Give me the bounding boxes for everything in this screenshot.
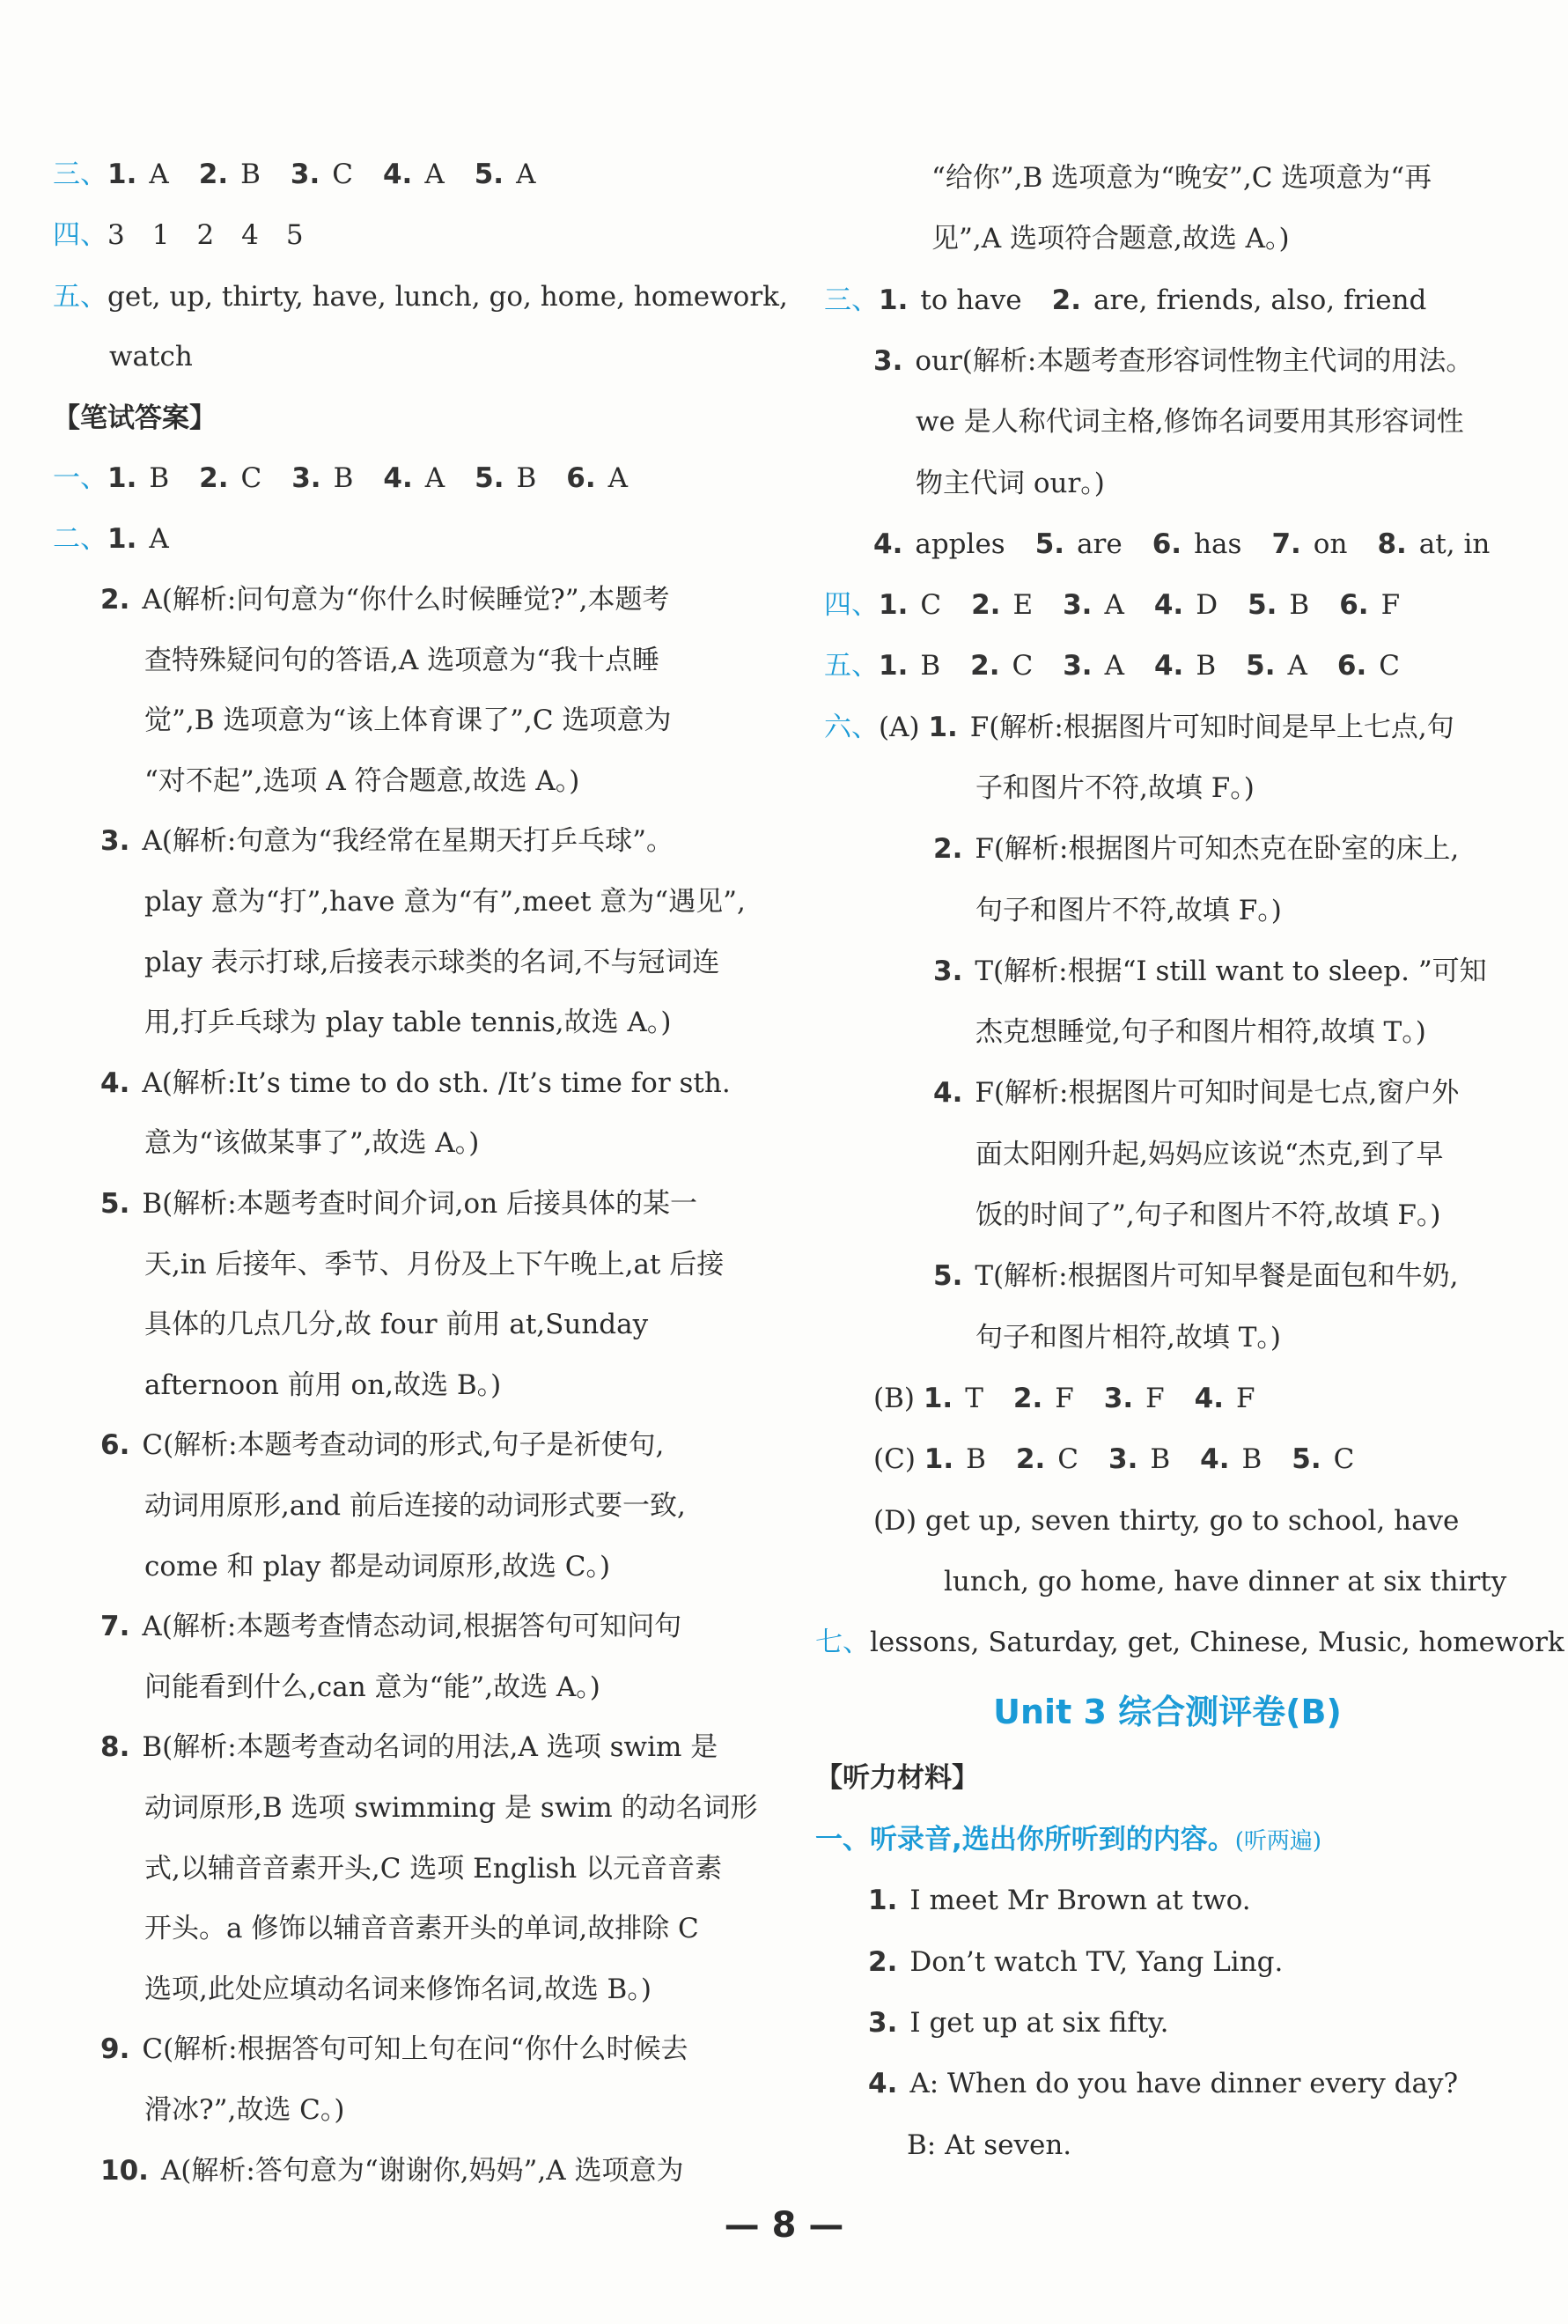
explanation-text: 天,in 后接年、季节、月份及上下午晚上,at 后接 [144,1249,725,1280]
answer-number: 4. [1153,589,1184,621]
section-san [53,155,565,194]
section-wu [53,277,788,316]
answer-value: has [1194,528,1242,560]
explanation-text: 句子和图片相符,故填 T。) [975,1322,1281,1354]
explanation-text: 动词用原形,and 前后连接的动词形式要一致, [144,1490,686,1522]
listening-text: Don’t watch TV, Yang Ling. [909,1946,1284,1978]
explanation-text: play 表示打球,后接表示球类的名词,不与冠词连 [144,947,720,978]
answer-number: 1. [107,523,137,555]
section-yi [53,459,658,498]
answer-value: D [1196,589,1218,621]
answer-value: C [240,462,262,494]
explanation-line [144,2091,345,2129]
answers-4-8 [873,525,1520,564]
explanation-line [144,1003,671,1042]
item-number: 10. [100,2155,149,2187]
answer-number: 1. [923,1383,953,1414]
item-number: 2. [933,833,963,865]
unit-title: Unit 3 综合测评卷(B) [993,1693,1342,1731]
page-number: — 8 — [724,2205,844,2246]
explanation-line [100,1184,697,1223]
explanation-text: 意为“该做某事了”,故选 A。) [144,1127,480,1159]
answer-value: A [149,523,169,555]
answer-value: apples [915,528,1005,560]
answer-words: lunch, go home, have dinner at six thirty [944,1566,1507,1597]
section-si-right [824,586,1430,624]
section-qi [815,1623,1564,1662]
explanation-line [933,830,1459,868]
item-number: 2. [100,584,130,616]
answer-number: 6. [566,462,596,494]
item-number: 3. [100,825,130,857]
answer-number: 1. [107,159,137,190]
explanation-line [975,891,1282,930]
explanation-line [144,762,579,800]
explanation-text: B(解析:本题考查时间介词,on 后接具体的某一 [142,1188,698,1220]
explanation-text: 滑冰?”,故选 C。) [144,2094,345,2126]
answer-number: 6. [1336,650,1367,682]
sub-d [873,1501,1459,1540]
explanation-line [144,882,746,921]
explanation-text: 面太阳刚升起,妈妈应该说“杰克,到了早 [975,1139,1444,1170]
answer-value: A [1287,650,1307,682]
sub-b [873,1379,1285,1418]
answer-value: C [1057,1443,1078,1475]
listening-item [868,1943,1283,1981]
answer-words: get, up, thirty, have, lunch, go, home, homework, [107,281,788,313]
section-wu-cont [109,337,193,376]
answer-number: 1. [879,589,909,621]
sub-label: (A) [879,712,929,743]
explanation-text: T(解析:根据图片可知早餐是面包和牛奶, [975,1260,1459,1292]
answer-value: C [1333,1443,1355,1475]
explanation-text: 杰克想睡觉,句子和图片相符,故填 T。) [975,1016,1426,1048]
answer-value: B [149,462,170,494]
item-number: 4. [100,1067,130,1099]
explanation-line [100,1064,731,1103]
answer-number: 4. [1153,650,1184,682]
listening-heading [815,1759,979,1797]
explanation-line [933,1257,1458,1295]
answer-number: 4. [1194,1383,1224,1414]
answer-number: 2. [199,462,229,494]
explanation-text: 动词原形,B 选项 swimming 是 swim 的动名词形 [144,1792,758,1824]
explanation-line [144,1305,648,1344]
explanation-text: F(解析:根据图片可知杰克在卧室的床上, [975,833,1460,865]
section-label: 四、 [824,589,879,621]
explanation-line [144,1849,722,1888]
item-number: 6. [100,1429,130,1461]
section-label: 七、 [815,1627,870,1658]
answer-value: B [920,650,941,682]
item-number: 5. [933,1260,963,1292]
answer-number: 2. [1051,284,1081,316]
explanation-text: C(解析:根据答句可知上句在问“你什么时候去 [142,2033,688,2065]
listening-item-b [907,2126,1071,2165]
answer-value: B [966,1443,986,1475]
explanation-text: 选项,此处应填动名词来修饰名词,故选 B。) [144,1974,651,2005]
answer-number: 2. [1015,1443,1046,1475]
explanation-text: 物主代词 our。) [916,468,1105,499]
section-er [53,520,169,558]
section-label: 三、 [824,284,879,316]
explanation-line [975,1135,1444,1174]
section-liu [824,708,1454,747]
written-heading [53,399,217,438]
explanation-line [933,952,1487,991]
answer-number: 2. [971,589,1001,621]
answer-value: at, in [1418,528,1491,560]
answer-number: 3. [1103,1383,1134,1414]
answer-number: 5. [1034,528,1065,560]
answer-number: 1. [879,650,909,682]
answer-value: A [424,462,445,494]
answer-number: 6. [1152,528,1182,560]
explanation-line [873,342,1473,380]
explanation-line [975,1196,1441,1235]
answer-number: 1. [924,1443,954,1475]
answer-value: C [1012,650,1034,682]
sub-label: (B) [873,1383,924,1414]
answer-value: on [1313,528,1348,560]
explanation-text: afternoon 前用 on,故选 B。) [144,1369,502,1401]
item-number: 4. [868,2068,898,2099]
item-number: 3. [868,2007,898,2039]
answer-number: 4. [1200,1443,1230,1475]
answer-value: B [240,159,261,190]
answer-value: F [1380,589,1401,621]
listening-text: B: At seven. [907,2129,1072,2161]
section-si [53,216,304,255]
answer-value: B [1150,1443,1171,1475]
explanation-line [100,580,669,619]
answer-value: C [1379,650,1400,682]
answer-value: A [516,159,536,190]
answer-number: 1. [879,284,909,316]
explanation-line [975,1013,1426,1051]
listening-item [868,2064,1458,2103]
listening-item [868,1881,1251,1920]
explanation-text: 查特殊疑问句的答语,A 选项意为“我十点睡 [144,645,659,676]
item-number: 5. [100,1188,130,1220]
answer-value: F [1145,1383,1165,1414]
answer-value: F [1235,1383,1255,1414]
explanation-text: 问能看到什么,can 意为“能”,故选 A。) [144,1671,600,1703]
section-san-right [824,281,1426,320]
explanation-line [975,1318,1281,1357]
sub-c [873,1440,1384,1479]
answer-number: 4. [383,462,413,494]
answer-value: B [1289,589,1310,621]
explanation-line [100,1426,664,1464]
item-number: 2. [868,1946,898,1978]
answer-value: C [332,159,353,190]
explanation-text: A(解析:问句意为“你什么时候睡觉?”,本题考 [142,584,670,616]
explanation-line [933,1073,1459,1112]
item-number: 7. [100,1611,130,1642]
answer-number: 8. [1377,528,1407,560]
answer-number: 3. [291,462,321,494]
section-label: 二、 [53,523,107,555]
section-note: (听两遍) [1234,1828,1322,1855]
answer-number: 4. [382,159,413,190]
item-number: 9. [100,2033,130,2065]
section-label: 三、 [53,159,107,190]
answer-value: are [1077,528,1123,560]
explanation-text: 具体的几点几分,故 four 前用 at,Sunday [144,1309,649,1340]
explanation-line [100,2151,684,2190]
explanation-line [100,1607,681,1646]
listening-item [868,2003,1168,2042]
answer-value: to have [920,284,1022,316]
answer-number: 1. [107,462,137,494]
item-number: 3. [873,345,903,377]
explanation-line [100,2030,688,2069]
explanation-line [916,402,1464,441]
answer-value: B [333,462,354,494]
answer-sequence: 3 1 2 4 5 [107,219,304,251]
answer-number: 6. [1339,589,1369,621]
explanation-line [144,1668,600,1707]
answer-number: 2. [970,650,1000,682]
answer-number: 5. [1292,1443,1321,1475]
explanation-line [100,1728,718,1767]
explanation-text: T(解析:根据“I still want to sleep. ”可知 [975,955,1487,987]
answer-value: F [1055,1383,1074,1414]
listening-text: I meet Mr Brown at two. [909,1885,1251,1916]
explanation-text: we 是人称代词主格,修饰名词要用其形容词性 [916,406,1464,438]
answer-number: 5. [1248,589,1277,621]
section-label: 一、 [53,462,107,494]
explanation-text: A(解析:句意为“我经常在星期天打乒乓球”。 [142,825,674,857]
explanation-text: A(解析:It’s time to do sth. /It’s time for sth. [142,1067,731,1099]
answer-number: 4. [873,528,903,560]
explanation-line [916,464,1105,503]
explanation-text: come 和 play 都是动词原形,故选 C。) [144,1551,611,1583]
answer-number: 3. [290,159,320,190]
answer-words: watch [109,341,193,373]
heading-text: 【笔试答案】 [53,402,217,434]
answer-value: A [1104,589,1124,621]
section-label: 四、 [53,219,107,251]
answer-value: B [516,462,537,494]
listening-text: A: When do you have dinner every day? [909,2068,1459,2099]
answer-value: are, friends, also, friend [1093,284,1427,316]
explanation-text: F(解析:根据图片可知时间是七点,窗户外 [975,1077,1460,1109]
explanation-line [144,943,719,982]
explanation-text: A(解析:本题考查情态动词,根据答句可知问句 [142,1611,682,1642]
item-number: 3. [933,955,963,987]
answer-value: A [149,159,169,190]
answer-number: 3. [1063,650,1093,682]
answer-number: 3. [1108,1443,1138,1475]
sub-label: (C) [873,1443,924,1475]
explanation-line [144,1547,610,1586]
explanation-text: F(解析:根据图片可知时间是早上七点,句 [969,712,1454,743]
explanation-line [975,769,1255,808]
explanation-line [144,1487,686,1525]
answer-number: 5. [1246,650,1276,682]
answer-value: A [424,159,445,190]
explanation-text: 饭的时间了”,句子和图片不符,故填 F。) [975,1199,1441,1231]
answer-value: B [1241,1443,1262,1475]
item-number: 8. [100,1731,130,1763]
explanation-line [144,1124,479,1162]
answer-value: T [965,1383,983,1414]
answer-words: get up, seven thirty, go to school, have [924,1505,1460,1537]
heading-text: 【听力材料】 [815,1762,979,1794]
explanation-text: play 意为“打”,have 意为“有”,meet 意为“遇见”, [144,886,746,918]
answer-number: 3. [1063,589,1093,621]
section-wu-right [824,646,1430,685]
explanation-line [144,1789,758,1827]
explanation-line [144,641,659,680]
answer-number: 5. [475,462,504,494]
explanation-text: 觉”,B 选项意为“该上体育课了”,C 选项意为 [144,705,672,736]
answer-value: A [1104,650,1124,682]
explanation-line [144,701,671,740]
answer-number: 2. [198,159,229,190]
explanation-line [144,1909,699,1948]
explanation-text: 子和图片不符,故填 F。) [975,772,1255,804]
answer-value: C [920,589,942,621]
explanation-cont [931,219,1290,258]
answer-value: A [607,462,629,494]
answer-value: E [1012,589,1034,621]
item-number: 4. [933,1077,963,1109]
section-label: 五、 [53,281,107,313]
answer-number: 2. [1012,1383,1043,1414]
section-label: 五、 [824,650,879,682]
explanation-line [144,1970,651,2009]
sub-d-cont [944,1562,1506,1601]
listening-text: I get up at six fifty. [909,2007,1169,2039]
item-number: 1. [868,1885,898,1916]
explanation-text: 式,以辅音音素开头,C 选项 English 以元音音素 [144,1853,723,1885]
explanation-text: our(解析:本题考查形容词性物主代词的用法。 [915,345,1474,377]
item-number: 1. [928,712,958,743]
explanation-text: C(解析:本题考查动词的形式,句子是祈使句, [142,1429,665,1461]
explanation-line [100,822,674,860]
explanation-text: 用,打乒乓球为 play table tennis,故选 A。) [144,1007,672,1038]
sub-label: (D) [873,1505,925,1537]
section-title: 一、听录音,选出你所听到的内容。 [815,1824,1235,1856]
explanation-text: 开头。a 修饰以辅音音素开头的单词,故排除 C [144,1913,699,1944]
explanation-text: 见”,A 选项符合题意,故选 A。) [931,223,1290,255]
explanation-text: “给你”,B 选项意为“晚安”,C 选项意为“再 [931,162,1432,194]
answer-value: B [1196,650,1217,682]
explanation-cont [931,159,1432,197]
explanation-text: B(解析:本题考查动名词的用法,A 选项 swim 是 [142,1731,718,1763]
explanation-text: A(解析:答句意为“谢谢你,妈妈”,A 选项意为 [160,2155,684,2187]
section-label: 六、 [824,712,879,743]
explanation-line [144,1245,724,1284]
explanation-line [144,1366,501,1405]
explanation-text: 句子和图片不符,故填 F。) [975,895,1282,926]
answer-number: 7. [1271,528,1301,560]
explanation-text: “对不起”,选项 A 符合题意,故选 A。) [144,765,580,797]
answer-number: 5. [474,159,504,190]
listening-section-1 [815,1820,1321,1861]
answer-words: lessons, Saturday, get, Chinese, Music, homework [870,1627,1564,1658]
